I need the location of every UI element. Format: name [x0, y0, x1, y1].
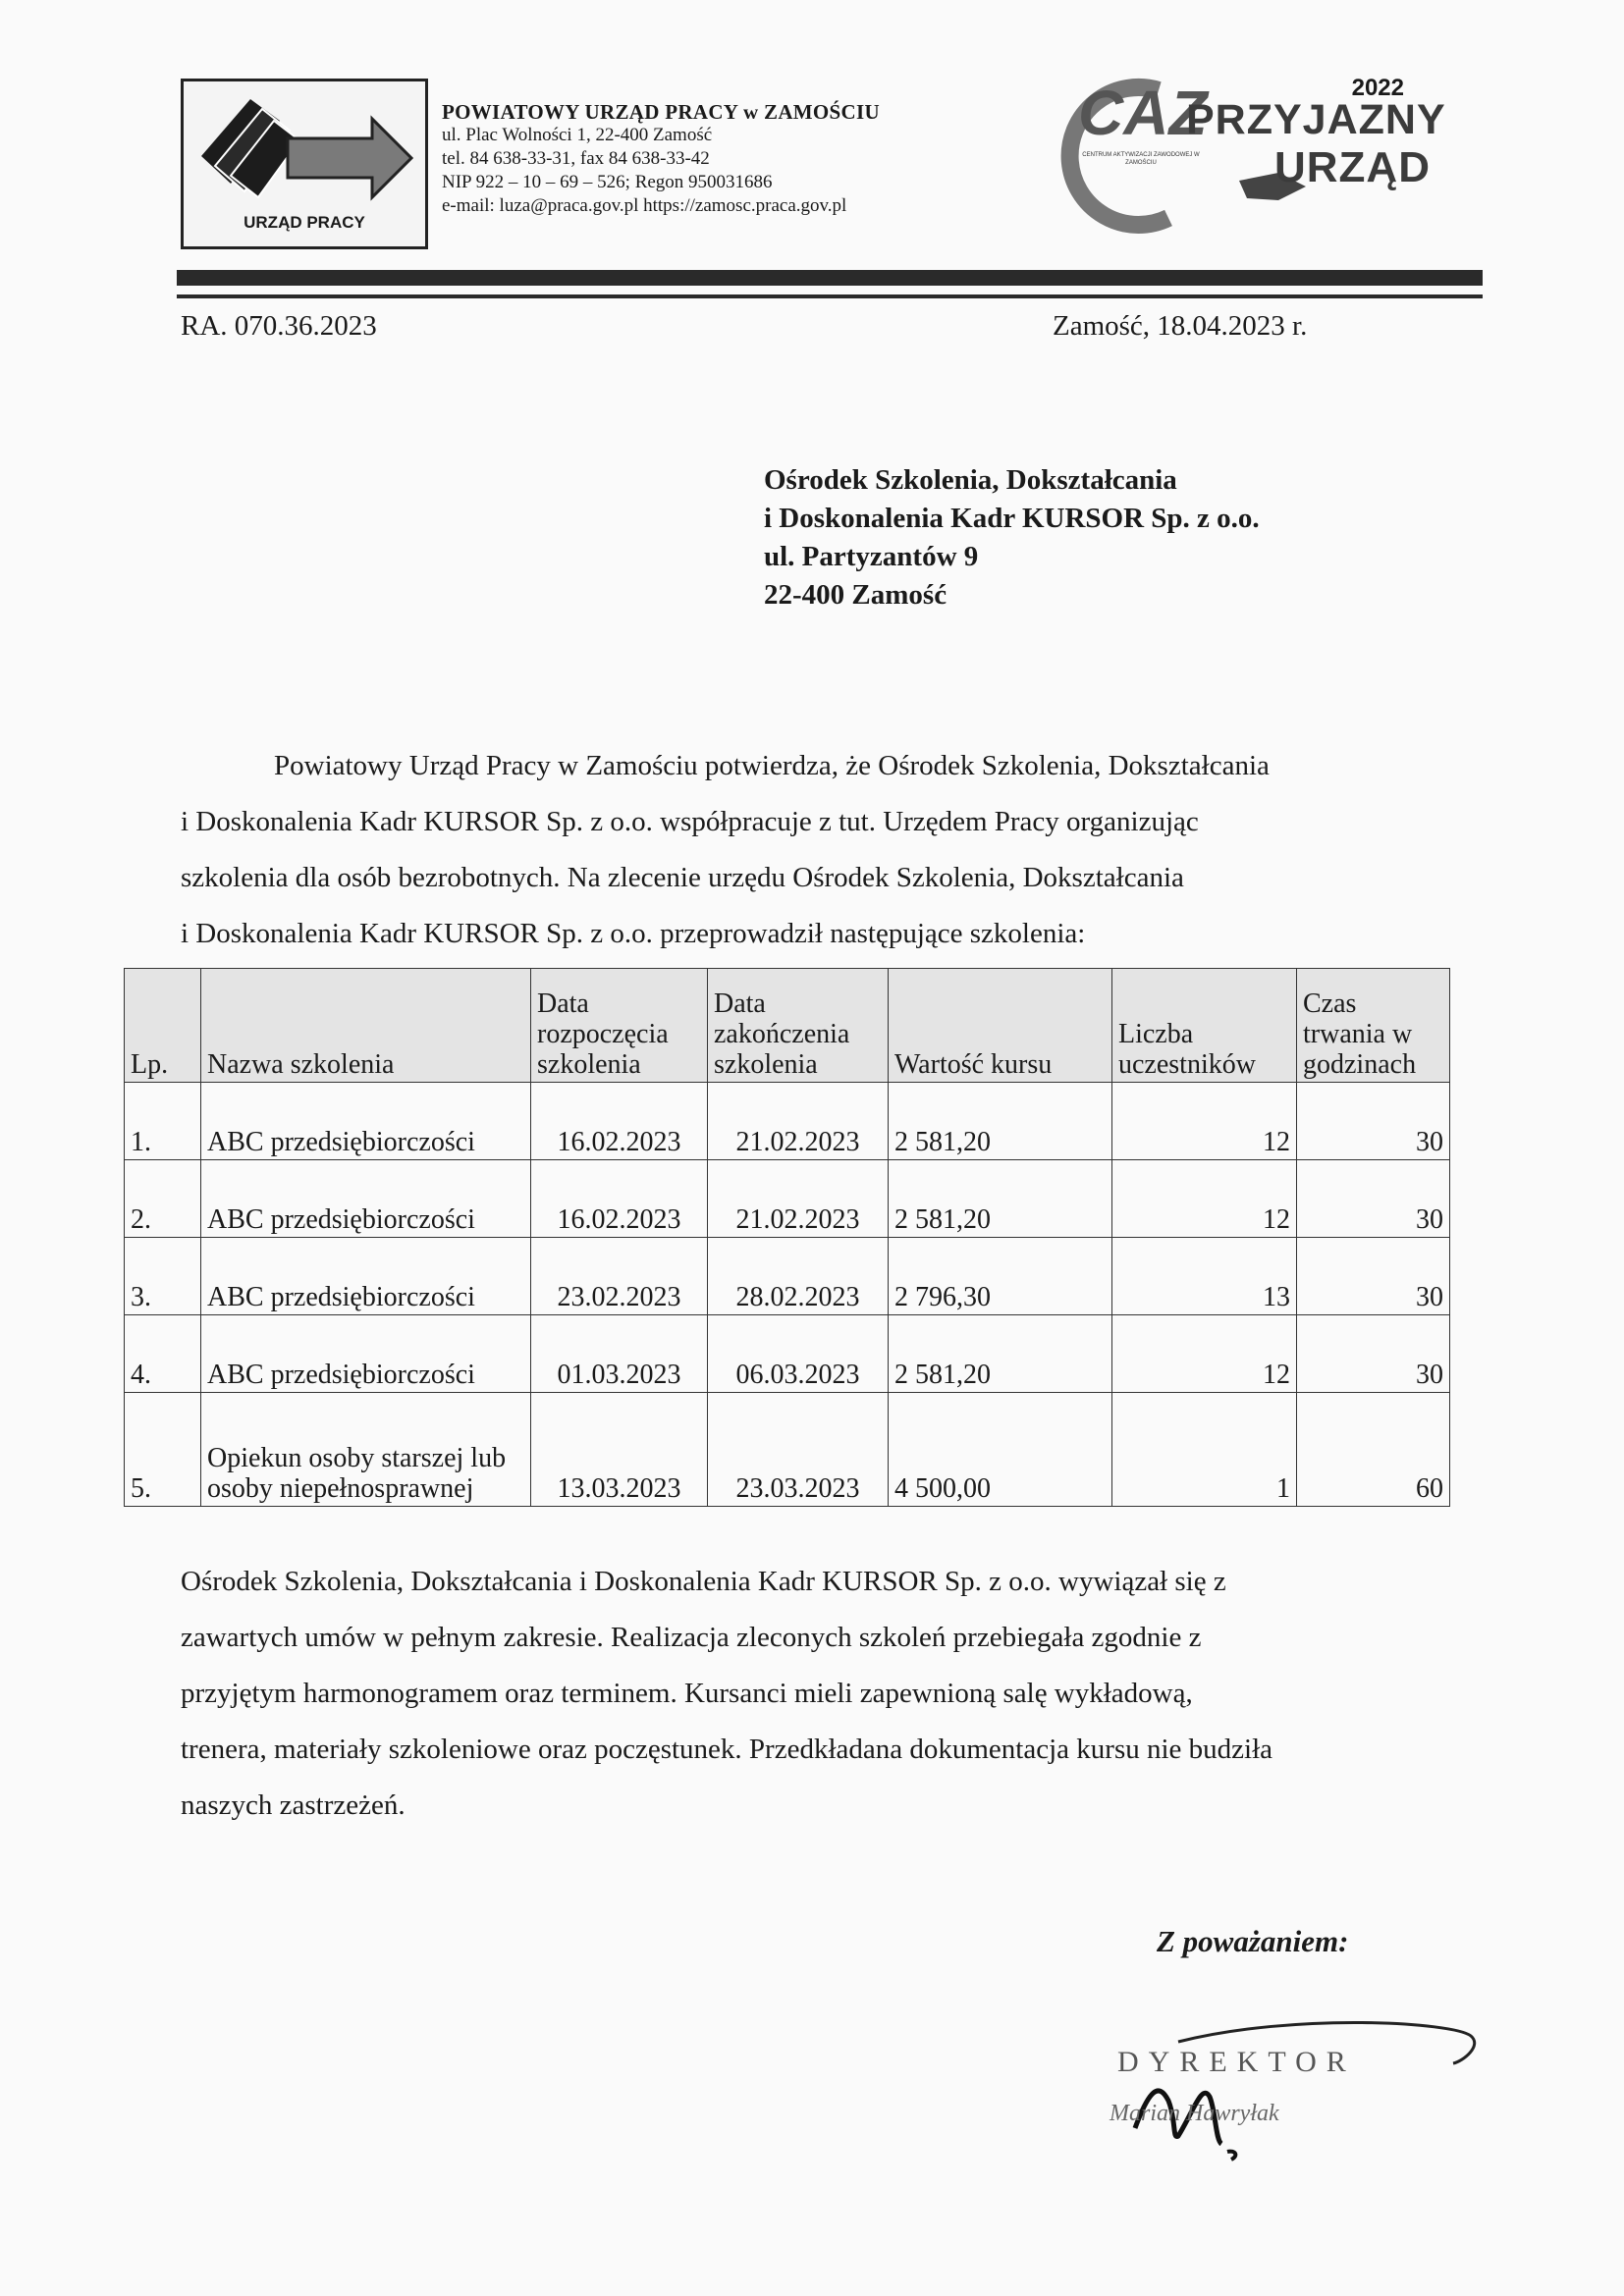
cell-lp: 3.	[125, 1238, 201, 1315]
cell-name: ABC przedsiębiorczości	[201, 1083, 531, 1160]
badge-line2: URZĄD	[1274, 143, 1431, 191]
conclusion-line: trenera, materiały szkoleniowe oraz poczęstunek. Przedkładana dokumentacja kursu nie budziła	[181, 1734, 1273, 1765]
intro-line: i Doskonalenia Kadr KURSOR Sp. z o.o. przeprowadził następujące szkolenia:	[181, 918, 1086, 949]
cell-lp: 1.	[125, 1083, 201, 1160]
signature-stamp	[1100, 2002, 1492, 2179]
arrow-logo-icon	[189, 87, 415, 205]
cell-name: ABC przedsiębiorczości	[201, 1160, 531, 1238]
cell-value: 4 500,00	[889, 1393, 1112, 1507]
recipient-line: i Doskonalenia Kadr KURSOR Sp. z o.o.	[764, 503, 1260, 534]
header-value: Wartość kursu	[889, 969, 1112, 1083]
table-row	[125, 1083, 1450, 1160]
letterhead-rule	[177, 270, 1483, 286]
cell-start: 13.03.2023	[531, 1393, 708, 1507]
reference-number: RA. 070.36.2023	[181, 310, 377, 342]
cell-value: 2 581,20	[889, 1315, 1112, 1393]
recipient-line: 22-400 Zamość	[764, 579, 947, 611]
intro-line: i Doskonalenia Kadr KURSOR Sp. z o.o. współpracuje z tut. Urzędem Pracy organizując	[181, 806, 1199, 837]
table-row	[125, 1393, 1450, 1507]
stamp-name: Marian Hawryłak	[1110, 2101, 1279, 2126]
badge-line1: PRZYJAZNY	[1186, 96, 1446, 143]
signature-icon	[1100, 2002, 1492, 2179]
cell-lp: 4.	[125, 1315, 201, 1393]
letterhead-rule-thin	[177, 294, 1483, 298]
cell-hours: 60	[1297, 1393, 1450, 1507]
header-start: Data rozpoczęcia szkolenia	[531, 969, 708, 1083]
table-row	[125, 1315, 1450, 1393]
cell-count: 1	[1112, 1393, 1297, 1507]
cell-hours: 30	[1297, 1238, 1450, 1315]
closing-salutation: Z poważaniem:	[1157, 1924, 1349, 1958]
cell-value: 2 796,30	[889, 1238, 1112, 1315]
cell-hours: 30	[1297, 1315, 1450, 1393]
cell-start: 16.02.2023	[531, 1083, 708, 1160]
cell-hours: 30	[1297, 1083, 1450, 1160]
letter-date: Zamość, 18.04.2023 r.	[1053, 310, 1308, 342]
cell-end: 21.02.2023	[708, 1083, 889, 1160]
cell-start: 01.03.2023	[531, 1315, 708, 1393]
office-address: ul. Plac Wolności 1, 22-400 Zamość	[442, 125, 713, 145]
table-header-row	[125, 969, 1450, 1083]
cell-value: 2 581,20	[889, 1160, 1112, 1238]
cell-count: 12	[1112, 1160, 1297, 1238]
office-phone: tel. 84 638-33-31, fax 84 638-33-42	[442, 148, 710, 169]
cell-name: Opiekun osoby starszej lub osoby niepełnosprawnej	[201, 1393, 531, 1507]
badge-caz: CAZ	[1078, 78, 1208, 148]
office-contact: e-mail: luza@praca.gov.pl https://zamosc.praca.gov.pl	[442, 195, 847, 216]
table-row	[125, 1160, 1450, 1238]
badge-year: 2022	[1351, 75, 1404, 101]
cell-count: 12	[1112, 1083, 1297, 1160]
office-name: POWIATOWY URZĄD PRACY w ZAMOŚCIU	[442, 100, 880, 124]
conclusion-line: naszych zastrzeżeń.	[181, 1789, 406, 1821]
friendly-office-badge	[1011, 71, 1446, 238]
cell-name: ABC przedsiębiorczości	[201, 1238, 531, 1315]
office-logo	[181, 79, 428, 249]
recipient-line: ul. Partyzantów 9	[764, 541, 979, 572]
cell-start: 23.02.2023	[531, 1238, 708, 1315]
recipient-line: Ośrodek Szkolenia, Dokształcania	[764, 464, 1177, 496]
badge-small-text: CENTRUM AKTYWIZACJI ZAWODOWEJ W ZAMOŚCIU	[1082, 152, 1200, 166]
table-row	[125, 1238, 1450, 1315]
conclusion-line: Ośrodek Szkolenia, Dokształcania i Doskonalenia Kadr KURSOR Sp. z o.o. wywiązał się z	[181, 1566, 1226, 1597]
cell-end: 06.03.2023	[708, 1315, 889, 1393]
cell-end: 23.03.2023	[708, 1393, 889, 1507]
cell-count: 12	[1112, 1315, 1297, 1393]
cell-count: 13	[1112, 1238, 1297, 1315]
cell-start: 16.02.2023	[531, 1160, 708, 1238]
logo-label: URZĄD PRACY	[244, 213, 365, 232]
conclusion-paragraph	[181, 1554, 1420, 1834]
stamp-title: DYREKTOR	[1117, 2046, 1356, 2078]
header-lp: Lp.	[125, 969, 201, 1083]
cell-hours: 30	[1297, 1160, 1450, 1238]
header-hours: Czas trwania w godzinach	[1297, 969, 1450, 1083]
cell-name: ABC przedsiębiorczości	[201, 1315, 531, 1393]
recipient-address	[764, 461, 1260, 614]
office-contact-block	[442, 100, 992, 218]
cell-lp: 2.	[125, 1160, 201, 1238]
header-count: Liczba uczestników	[1112, 969, 1297, 1083]
intro-line: Powiatowy Urząd Pracy w Zamościu potwierdza, że Ośrodek Szkolenia, Dokształcania	[274, 750, 1270, 781]
cell-value: 2 581,20	[889, 1083, 1112, 1160]
conclusion-line: przyjętym harmonogramem oraz terminem. Kursanci mieli zapewnioną salę wykładową,	[181, 1678, 1193, 1709]
intro-line: szkolenia dla osób bezrobotnych. Na zlecenie urzędu Ośrodek Szkolenia, Dokształcania	[181, 862, 1184, 893]
cell-end: 28.02.2023	[708, 1238, 889, 1315]
cell-lp: 5.	[125, 1393, 201, 1507]
trainings-table	[124, 968, 1450, 1507]
conclusion-line: zawartych umów w pełnym zakresie. Realizacja zleconych szkoleń przebiegała zgodnie z	[181, 1622, 1202, 1653]
header-end: Data zakończenia szkolenia	[708, 969, 889, 1083]
office-ids: NIP 922 – 10 – 69 – 526; Regon 950031686	[442, 172, 773, 192]
intro-paragraph	[181, 738, 1420, 962]
cell-end: 21.02.2023	[708, 1160, 889, 1238]
header-name: Nazwa szkolenia	[201, 969, 531, 1083]
